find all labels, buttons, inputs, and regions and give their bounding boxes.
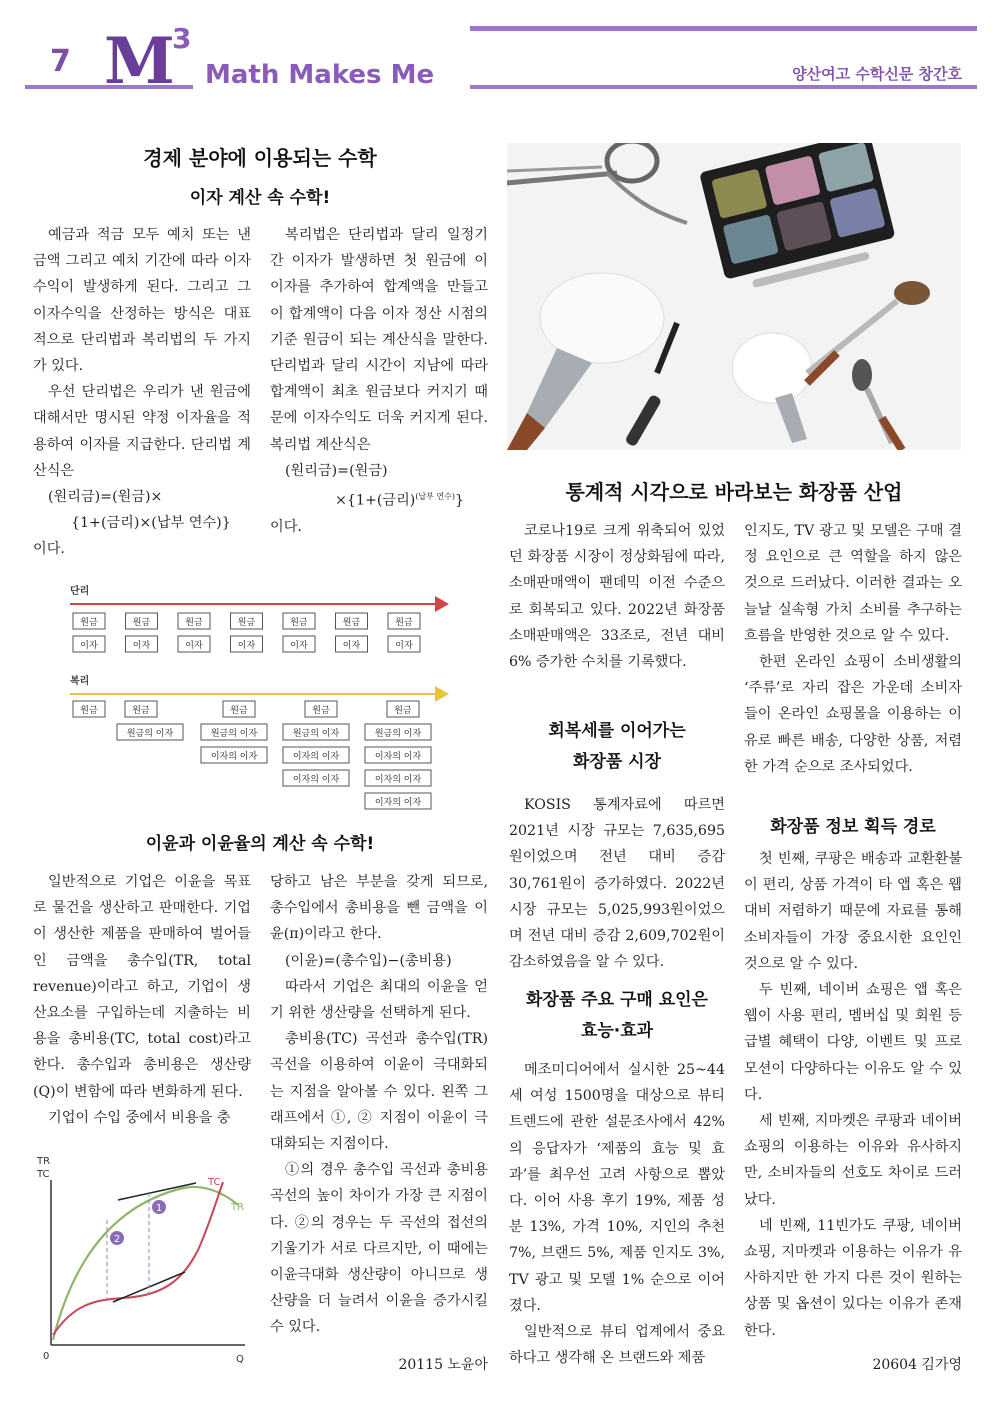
formula-line: (원리금)=(원금) bbox=[285, 462, 388, 479]
profit-graph bbox=[33, 1150, 258, 1365]
article2-col1b bbox=[509, 792, 725, 975]
header-line-right-top bbox=[470, 26, 977, 31]
compound-principal-box-text: 원금 bbox=[132, 706, 150, 716]
cosmetics-illustration bbox=[507, 143, 961, 450]
sub1-line1: 회복세를 이어가는 bbox=[548, 721, 686, 741]
formula-end: 이다. bbox=[33, 541, 65, 558]
formula-part: } bbox=[455, 492, 465, 509]
simple-principal-box-text: 원금 bbox=[290, 618, 308, 628]
paragraph: 한편 온라인 쇼핑이 소비생활의 ‘주류’로 자리 잡은 가운데 소비자들이 온라인 쇼핑몰을 이용하는 이유로 빠른 배송, 다양한 상품, 저렴한 가격 순으로 조사되었다. bbox=[744, 654, 962, 775]
article2-title: 통계적 시각으로 바라보는 화장품 산업 bbox=[565, 480, 903, 504]
simple-interest-box-text: 이자 bbox=[395, 641, 413, 651]
simple-principal-box-text: 원금 bbox=[395, 618, 413, 628]
point-2-label: 2 bbox=[113, 1234, 121, 1245]
article2-col2 bbox=[744, 518, 962, 780]
paragraph: KOSIS 통계자료에 따르면 2021년 시장 규모는 7,635,695원이었으며 전년 대비 증감 30,761원이 증가하였다. 2022년 시장 규모는 5,025,993원이었으며 전년 대비 증감 2,609,702원이 감소하였음을 알 수 있다. bbox=[509, 797, 725, 971]
simple-boxes bbox=[73, 613, 420, 652]
tr-label: TR bbox=[231, 1202, 245, 1213]
formula-line bbox=[270, 484, 488, 514]
simple-interest-box-text: 이자 bbox=[237, 641, 256, 651]
paragraph: 총비용(TC) 곡선과 총수입(TR) 곡선을 이용하여 이윤이 극대화되는 지점을 알아볼 수 있다. 왼쪽 그래프에서 ①, ② 지점이 이윤이 극대화되는 지점이다. bbox=[270, 1031, 488, 1153]
article2-col1 bbox=[509, 518, 725, 675]
simple-principal-box bbox=[283, 613, 315, 629]
point-1-label: 1 bbox=[155, 1203, 163, 1214]
simple-principal-box bbox=[231, 613, 263, 629]
simple-principal-box-text: 원금 bbox=[132, 618, 151, 628]
compound-boxes bbox=[73, 701, 431, 809]
article1-col1 bbox=[33, 222, 251, 563]
y-axis-label-tc: TC bbox=[37, 1169, 50, 1180]
article1-col3 bbox=[33, 869, 251, 1131]
compound-interest-of-interest-box-text: 이자의 이자 bbox=[292, 775, 340, 785]
page-number: 7 bbox=[50, 44, 71, 79]
simple-principal-box bbox=[178, 613, 210, 629]
compound-principal-box bbox=[223, 701, 255, 717]
compound-principal-box bbox=[387, 701, 419, 717]
paragraph: ①의 경우 총수입 곡선과 총비용 곡선의 높이 차이가 가장 큰 지점이다. ②의 경우는 두 곡선의 접선의 기울기가 서로 다르지만, 이 때에는 이윤극대화 생산량이 아니므로 생산량을 더 늘려서 이윤을 증가시킬 수 있다. bbox=[270, 1162, 488, 1336]
tr-curve bbox=[53, 1187, 238, 1340]
paragraph: 두 빈째, 네이버 쇼핑은 앱 혹은 웹이 사용 편리, 멤버십 및 회원 등급별 혜택이 다양, 이벤트 및 프로모션이 다양하다는 이유도 알 수 있다. bbox=[744, 982, 962, 1103]
x-axis-label: Q bbox=[236, 1354, 244, 1365]
paragraph: 코로나19로 크게 위축되어 있었던 화장품 시장이 정상화됨에 따라, 소매판매액이 팬데믹 이전 수준으로 회복되고 있다. 2022년 화장품 소매판매액은 33조로, 전년 대비 6% 증가한 수치를 기록했다. bbox=[509, 523, 725, 671]
paragraph: 당하고 남은 부분을 갖게 되므로, 총수입에서 총비용을 뺀 금액을 이윤(π)이라고 한다. bbox=[270, 874, 488, 943]
compound-principal-box-text: 원금 bbox=[312, 706, 330, 716]
paragraph: 일반적으로 뷰티 업계에서 중요하다고 생각해 온 브랜드와 제품 bbox=[509, 1324, 725, 1367]
paragraph: 메조미디어에서 실시한 25~44세 여성 1500명을 대상으로 뷰티 트렌드에 관한 설문조사에서 42%의 응답자가 ‘제품의 효능 및 효과’를 최우선 고려 사항으로 뽑았다. 이어 사용 후기 19%, 제품 성분 13%, 가격 10%, 지인의 추천 7%, 브랜드 5%, 제품 인지도 3%, TV 광고 및 모델 1% 순으로 이어졌다. bbox=[509, 1062, 725, 1314]
compound-label: 복리 bbox=[70, 676, 90, 687]
compound-interest-of-interest-box-text: 이자의 이자 bbox=[374, 798, 422, 808]
simple-interest-box-text: 이자 bbox=[80, 641, 98, 651]
cosmetics-photo bbox=[507, 143, 961, 450]
paragraph: 네 빈째, 11빈가도 쿠팡, 네이버 쇼핑, 지마켓과 이용하는 이유가 유사하지만 한 가지 다른 것이 원하는 상품 및 옵션이 있다는 이유가 존재한다. bbox=[744, 1217, 962, 1339]
paragraph: 첫 빈째, 쿠팡은 배송과 교환환불이 편리, 상품 가격이 타 앱 혹은 웹 대비 저렴하기 때문에 자료를 통해 소비자들이 가장 중요시한 요인인 것으로 알 수 있다. bbox=[744, 851, 962, 972]
paragraph: 인지도, TV 광고 및 모델은 구매 결정 요인으로 큰 역할을 하지 않은 것으로 드러났다. 이러한 결과는 오늘날 실속형 가치 소비를 추구하는 흐름을 반영한 것으로 알 수 있다. bbox=[744, 523, 962, 644]
formula-line: (원리금)=(원금)× bbox=[48, 489, 163, 506]
compound-principal-box-text: 원금 bbox=[80, 706, 98, 716]
simple-principal-box bbox=[388, 613, 420, 629]
simple-principal-box-text: 원금 bbox=[342, 618, 361, 628]
compound-interest-of-principal-box-text: 원금의 이자 bbox=[210, 729, 258, 739]
compound-interest-of-interest-box-text: 이자의 이자 bbox=[292, 752, 340, 762]
simple-interest-box bbox=[178, 636, 210, 652]
compound-principal-box bbox=[73, 701, 105, 717]
simple-interest-box-text: 이자 bbox=[342, 641, 361, 651]
simple-principal-box-text: 원금 bbox=[185, 618, 203, 628]
article2-sub3: 화장품 정보 획득 경로 bbox=[770, 817, 936, 837]
article1-byline: 20115 노윤아 bbox=[398, 1357, 488, 1373]
compound-interest-of-principal-box-text: 원금의 이자 bbox=[292, 729, 340, 739]
article1-col4 bbox=[270, 869, 488, 1341]
article1-section2-title: 이윤과 이윤율의 계산 속 수학! bbox=[145, 834, 375, 854]
article2-col1c bbox=[509, 1057, 725, 1371]
compound-principal-box bbox=[125, 701, 157, 717]
compound-interest-of-interest-box bbox=[365, 770, 431, 786]
simple-interest-box bbox=[73, 636, 105, 652]
article2-sub2 bbox=[509, 985, 725, 1047]
compound-interest-of-principal-box bbox=[201, 724, 267, 740]
compound-interest-of-interest-box bbox=[365, 793, 431, 809]
compound-interest-of-principal-box bbox=[117, 724, 183, 740]
simple-label: 단리 bbox=[70, 586, 90, 597]
simple-interest-box bbox=[283, 636, 315, 652]
paragraph: 예금과 적금 모두 예치 또는 낸 금액 그리고 예치 기간에 따라 이자수익이 발생하게 된다. 그리고 그 이자수익을 산정하는 방식은 대표적으로 단리법과 복리법의 두 가지가 있다. bbox=[33, 227, 251, 375]
simple-principal-box bbox=[336, 613, 368, 629]
sub2-line2: 효능·효과 bbox=[580, 1021, 654, 1041]
compound-interest-of-principal-box bbox=[365, 724, 431, 740]
compound-interest-of-principal-box bbox=[283, 724, 349, 740]
sub2-line1: 화장품 주요 구매 요인은 bbox=[526, 990, 708, 1010]
compound-interest-of-interest-box bbox=[365, 747, 431, 763]
article1-title: 경제 분야에 이용되는 수학 bbox=[143, 146, 377, 170]
article2-sub1 bbox=[509, 716, 725, 778]
compound-principal-box-text: 원금 bbox=[230, 706, 248, 716]
compound-interest-of-interest-box-text: 이자의 이자 bbox=[374, 775, 422, 785]
simple-interest-box-text: 이자 bbox=[290, 641, 308, 651]
compound-interest-of-interest-box-text: 이자의 이자 bbox=[210, 752, 258, 762]
logo-superscript: 3 bbox=[172, 22, 192, 55]
article1-col2 bbox=[270, 222, 488, 540]
compound-interest-of-interest-box bbox=[283, 770, 349, 786]
tc-curve bbox=[53, 1182, 223, 1335]
sub1-line2: 화장품 시장 bbox=[572, 752, 662, 772]
simple-principal-box bbox=[73, 613, 105, 629]
compound-interest-of-interest-box-text: 이자의 이자 bbox=[374, 752, 422, 762]
simple-principal-box-text: 원금 bbox=[80, 618, 98, 628]
paragraph: 복리법은 단리법과 달리 일정기간 이자가 발생하면 첫 원금에 이 이자를 추가하여 합계액을 만들고 이 합계액이 다음 이자 정산 시점의 기준 원금이 되는 계산식을 말한다. 단리법과 달리 시간이 지남에 따라 합계액이 최초 원금보다 커지기 때문에 이자수익도 더욱 커지게 된다. 복리법 계산식은 bbox=[270, 227, 488, 453]
compound-interest-of-interest-box bbox=[283, 747, 349, 763]
formula-exponent: (납부 연수) bbox=[415, 492, 456, 502]
formula-line: {1+(금리)×(납부 연수)} bbox=[71, 515, 231, 532]
paragraph: 따라서 기업은 최대의 이윤을 얻기 위한 생산량을 선택하게 된다. bbox=[270, 978, 488, 1022]
article1-section1-title: 이자 계산 속 수학! bbox=[189, 188, 331, 208]
simple-principal-box bbox=[126, 613, 158, 629]
simple-principal-box-text: 원금 bbox=[237, 618, 256, 628]
formula-line: (이윤)=(총수입)−(총비용) bbox=[285, 952, 452, 969]
paragraph: 기업이 수입 중에서 비용을 충 bbox=[48, 1109, 231, 1126]
paragraph: 일반적으로 기업은 이윤을 목표로 물건을 생산하고 판매한다. 기업이 생산한 제품을 판매하여 벌어들인 금액을 총수입(TR, total revenue)이라고 하고, 기업이 생산요소를 구입하는데 지출하는 비용을 총비용(TC, total cost)라고 한다. 총수입과 총비용은 생산량(Q)이 변함에 따라 변화하게 된다. bbox=[33, 874, 251, 1100]
y-axis-label-tr: TR bbox=[37, 1156, 51, 1167]
header-line-right-bottom bbox=[470, 85, 977, 89]
formula-end: 이다. bbox=[270, 518, 302, 535]
logo-title: Math Makes Me bbox=[205, 60, 435, 90]
compound-principal-box bbox=[305, 701, 337, 717]
compound-principal-box-text: 원금 bbox=[394, 706, 412, 716]
article2-col2b bbox=[744, 846, 962, 1344]
tc-label: TC bbox=[208, 1177, 221, 1188]
simple-interest-box-text: 이자 bbox=[185, 641, 203, 651]
origin-label: 0 bbox=[43, 1351, 50, 1362]
simple-interest-box bbox=[231, 636, 263, 652]
formula-part: ×{1+(금리) bbox=[335, 492, 416, 509]
interest-diagram bbox=[65, 580, 460, 815]
simple-interest-box bbox=[126, 636, 158, 652]
publication-name: 양산여고 수학신문 창간호 bbox=[792, 65, 962, 83]
paragraph: 세 빈째, 지마켓은 쿠팡과 네이버 쇼핑의 이용하는 이유와 유사하지만, 소비자들의 선호도 차이로 드러났다. bbox=[744, 1113, 962, 1208]
compound-interest-of-interest-box bbox=[201, 747, 267, 763]
article2-byline: 20604 김가영 bbox=[872, 1357, 962, 1373]
simple-interest-box bbox=[388, 636, 420, 652]
compound-interest-of-principal-box-text: 원금의 이자 bbox=[126, 729, 174, 739]
logo-letter: M bbox=[104, 24, 173, 99]
simple-interest-box bbox=[336, 636, 368, 652]
compound-interest-of-principal-box-text: 원금의 이자 bbox=[374, 729, 422, 739]
paragraph: 우선 단리법은 우리가 낸 원금에 대해서만 명시된 약정 이자율을 적용하여 이자를 지급한다. 단리법 계산식은 bbox=[33, 384, 251, 479]
simple-interest-box-text: 이자 bbox=[132, 641, 151, 651]
